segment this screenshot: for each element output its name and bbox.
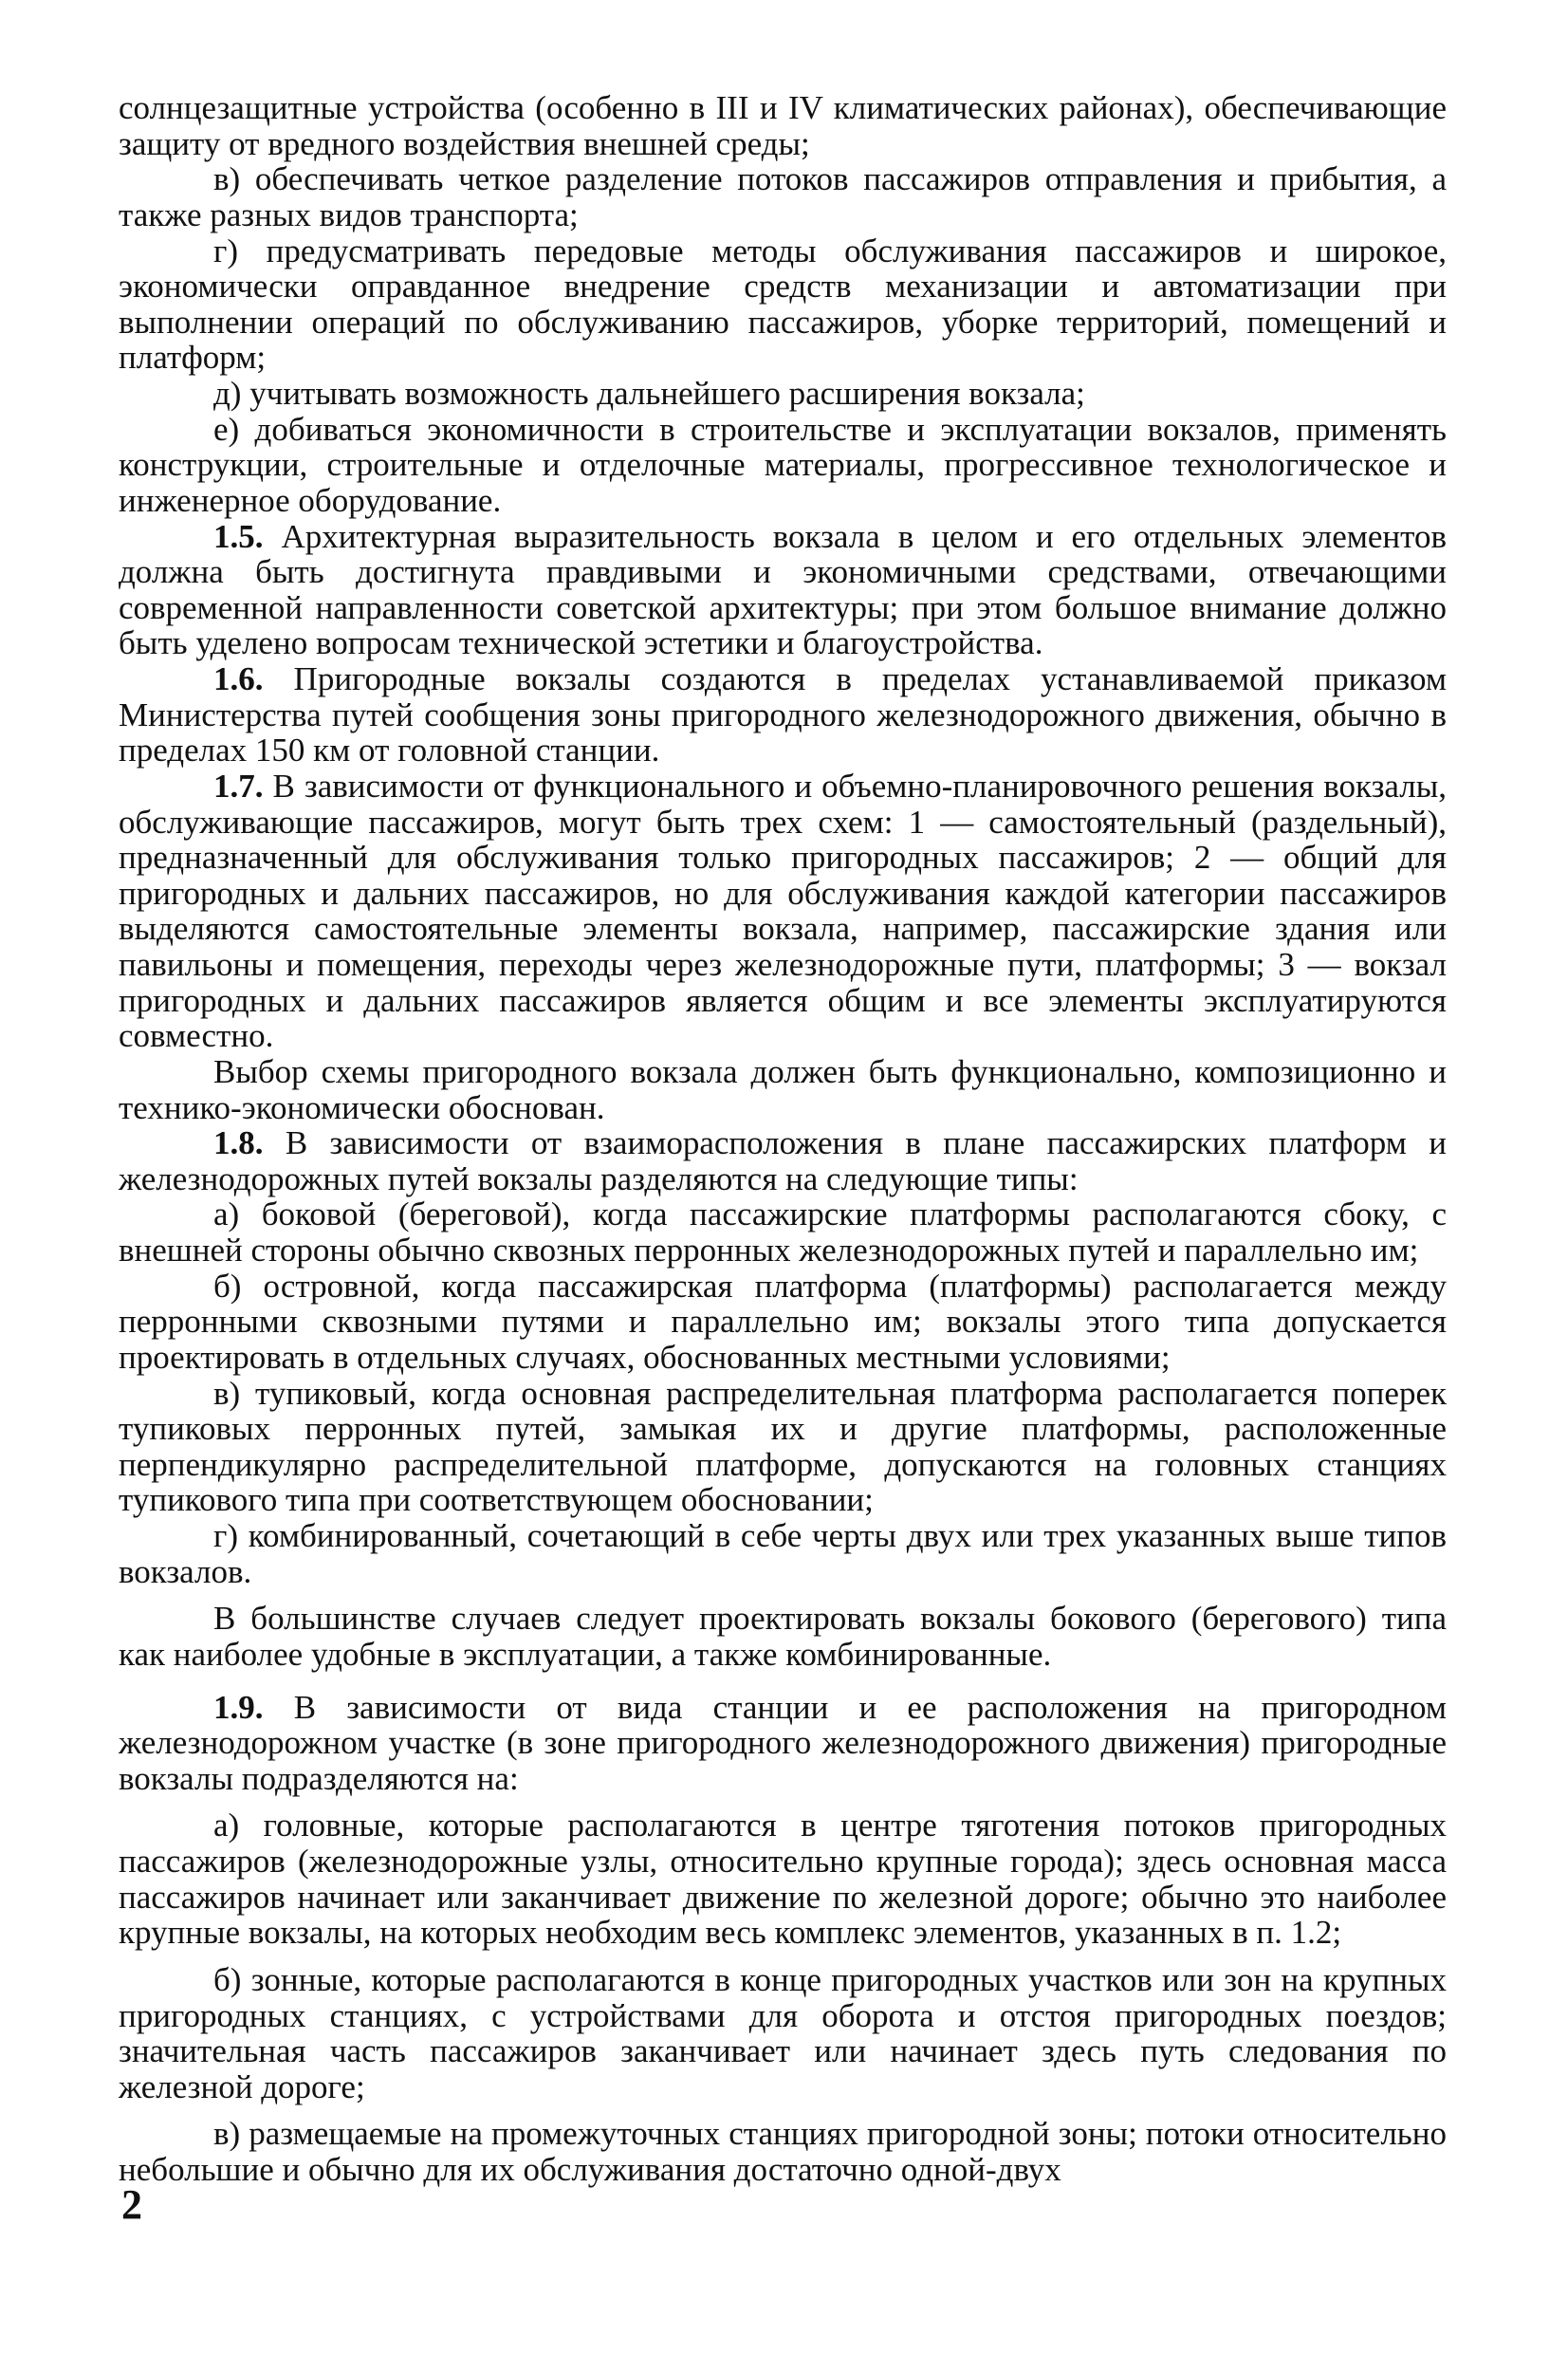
paragraph-type-g: г) комбинированный, сочетающий в себе черты двух или трех указанных выше типов вокзалов. — [119, 1517, 1447, 1590]
clause-number: 1.8. — [213, 1124, 264, 1162]
paragraph-item-d: д) учитывать возможность дальнейшего расширения вокзала; — [213, 375, 1085, 412]
paragraph-1-8: 1.8. В зависимости от взаиморасположения в плане пассажирских платформ и железнодорожных путей вокзалы разделяются на следующие типы: — [119, 1124, 1447, 1197]
page-number: 2 — [121, 2181, 142, 2228]
paragraph-kind-v: в) размещаемые на промежуточных станциях пригородной зоны; потоки относительно небольшие и обычно для их обслуживания достаточно одной-двух — [119, 2115, 1447, 2188]
paragraph-1-5: 1.5. Архитектурная выразительность вокзала в целом и его отдельных элементов должна быть достигнута правдивыми и экономичными средствами, отвечающими современной направленности советской архитектуры; при этом большое внимание должно быть уделено вопросам технической эстетики и благоустройства. — [119, 517, 1448, 662]
paragraph-1-9: 1.9. В зависимости от вида станции и ее расположения на пригородном железнодорожном участке (в зоне пригородного железнодорожного движения) пригородные вокзалы подразделяются на: — [119, 1688, 1447, 1797]
paragraph-item-e: е) добиваться экономичности в строительстве и эксплуатации вокзалов, применять конструкции, строительные и отделочные материалы, прогрессивное технологическое и инженерное оборудование. — [119, 410, 1447, 519]
paragraph-1-7: 1.7. В зависимости от функционального и объемно-планировочного решения вокзалы, обслуживающие пассажиров, могут быть трех схем: 1 — самостоятельный (раздельный), предназначенный для обслуживания только пригородных пассажиров; 2 — общий для пригородных и дальних пассажиров, но для обслуживания каждой категории пассажиров выделяются самостоятельные элементы вокзала, например, пассажирские здания или павильоны и помещения, переходы через железнодорожные пути, платформы; 3 — вокзал пригородных и дальних пассажиров является общим и все элементы эксплуатируются совместно. — [119, 767, 1448, 1055]
clause-number: 1.6. — [213, 660, 264, 697]
paragraph-type-b: б) островной, когда пассажирская платформа (платформы) располагается между перронными сквозными путями и параллельно им; вокзалы этого типа допускается проектировать в отдельных случаях, обоснованных местными условиями; — [119, 1267, 1447, 1376]
clause-number: 1.9. — [213, 1688, 264, 1726]
paragraph-continuation: солнцезащитные устройства (особенно в III и IV климатических районах), обеспечивающие защиту от вредного воздействия внешней среды; — [119, 89, 1447, 162]
paragraph-item-g: г) предусматривать передовые методы обслуживания пассажиров и широкое, экономически оправданное внедрение средств механизации и автоматизации при выполнении операций по обслуживанию пассажиров, уборке территорий, помещений и платформ; — [119, 232, 1447, 377]
clause-number: 1.5. — [213, 517, 264, 555]
page-body — [119, 90, 1447, 2188]
clause-number: 1.7. — [213, 767, 264, 805]
paragraph-kind-b: б) зонные, которые располагаются в конце пригородных участков или зон на крупных пригородных станциях, с устройствами для оборота и отстоя пригородных поездов; значительная часть пассажиров заканчивает или начинает здесь путь следования по железной дороге; — [119, 1960, 1447, 2105]
paragraph-type-v: в) тупиковый, когда основная распределительная платформа располагается поперек тупиковых перронных путей, замыкая их и другие платформы, расположенные перпендикулярно распределительной платформе, допускаются на головных станциях тупикового типа при соответствующем обосновании; — [119, 1374, 1447, 1519]
paragraph-type-a: а) боковой (береговой), когда пассажирские платформы располагаются сбоку, с внешней стороны обычно сквозных перронных железнодорожных путей и параллельно им; — [119, 1196, 1447, 1269]
paragraph-1-6: 1.6. Пригородные вокзалы создаются в пределах устанавливаемой приказом Министерства путей сообщения зоны пригородного железнодорожного движения, обычно в пределах 150 км от головной станции. — [119, 660, 1447, 769]
paragraph-recommendation: В большинстве случаев следует проектировать вокзалы бокового (берегового) типа как наиболее удобные в эксплуатации, а также комбинированные. — [119, 1600, 1447, 1673]
paragraph-kind-a: а) головные, которые располагаются в центре тяготения потоков пригородных пассажиров (железнодорожные узлы, относительно крупные города); здесь основная масса пассажиров начинает или заканчивает движение по железной дороге; обычно это наиболее крупные вокзалы, на которых необходим весь комплекс элементов, указанных в п. 1.2; — [119, 1807, 1447, 1952]
paragraph-item-v: в) обеспечивать четкое разделение потоков пассажиров отправления и прибытия, а также разных видов транспорта; — [119, 160, 1447, 233]
paragraph-scheme-choice: Выбор схемы пригородного вокзала должен быть функционально, композиционно и технико-экономически обоснован. — [119, 1052, 1447, 1126]
